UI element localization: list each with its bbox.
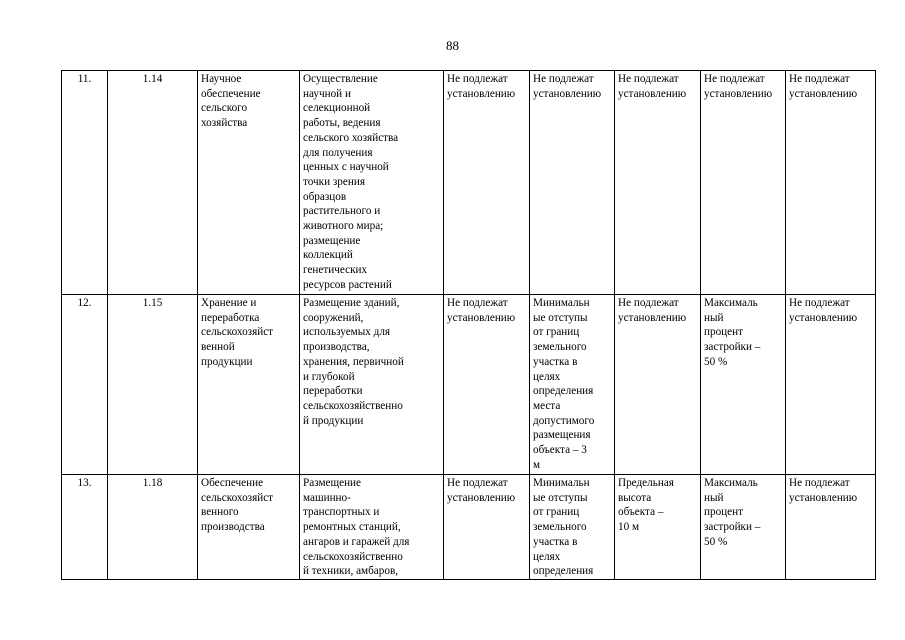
table-row	[62, 71, 876, 295]
param-cell-4: Максималь ный процент застройки – 50 %	[701, 475, 786, 580]
table-row	[62, 295, 876, 475]
code-cell: 1.14	[108, 71, 198, 295]
table-row	[62, 475, 876, 580]
param-cell-1: Не подлежат установлению	[444, 475, 530, 580]
param-cell-3: Не подлежат установлению	[615, 295, 701, 475]
page-number: 88	[446, 38, 459, 53]
row-number-cell: 12.	[62, 295, 108, 475]
row-number-cell: 11.	[62, 71, 108, 295]
description-cell: Осуществление научной и селекционной работы, ведения сельского хозяйства для получения ценных с научной точки зрения образцов растительного и животного мира; размещение коллекций генетических ресурсов растений	[300, 71, 444, 295]
param-cell-3: Не подлежат установлению	[615, 71, 701, 295]
code-cell: 1.15	[108, 295, 198, 475]
param-cell-4: Не подлежат установлению	[701, 71, 786, 295]
param-cell-2: Не подлежат установлению	[530, 71, 615, 295]
param-cell-4: Максималь ный процент застройки – 50 %	[701, 295, 786, 475]
param-cell-5: Не подлежат установлению	[786, 71, 876, 295]
description-cell: Размещение машинно- транспортных и ремонтных станций, ангаров и гаражей для сельскохозяйственно й техники, амбаров,	[300, 475, 444, 580]
param-cell-1: Не подлежат установлению	[444, 295, 530, 475]
use-name-cell: Научное обеспечение сельского хозяйства	[198, 71, 300, 295]
param-cell-2: Минимальн ые отступы от границ земельного участка в целях определения	[530, 475, 615, 580]
param-cell-2: Минимальн ые отступы от границ земельного участка в целях определения места допустимого размещения объекта – 3 м	[530, 295, 615, 475]
param-cell-5: Не подлежат установлению	[786, 475, 876, 580]
param-cell-3: Предельная высота объекта – 10 м	[615, 475, 701, 580]
land-use-table	[61, 70, 876, 580]
param-cell-5: Не подлежат установлению	[786, 295, 876, 475]
code-cell: 1.18	[108, 475, 198, 580]
description-cell: Размещение зданий, сооружений, используемых для производства, хранения, первичной и глубокой переработки сельскохозяйственно й продукции	[300, 295, 444, 475]
use-name-cell: Обеспечение сельскохозяйст венного производства	[198, 475, 300, 580]
row-number-cell: 13.	[62, 475, 108, 580]
use-name-cell: Хранение и переработка сельскохозяйст венной продукции	[198, 295, 300, 475]
param-cell-1: Не подлежат установлению	[444, 71, 530, 295]
